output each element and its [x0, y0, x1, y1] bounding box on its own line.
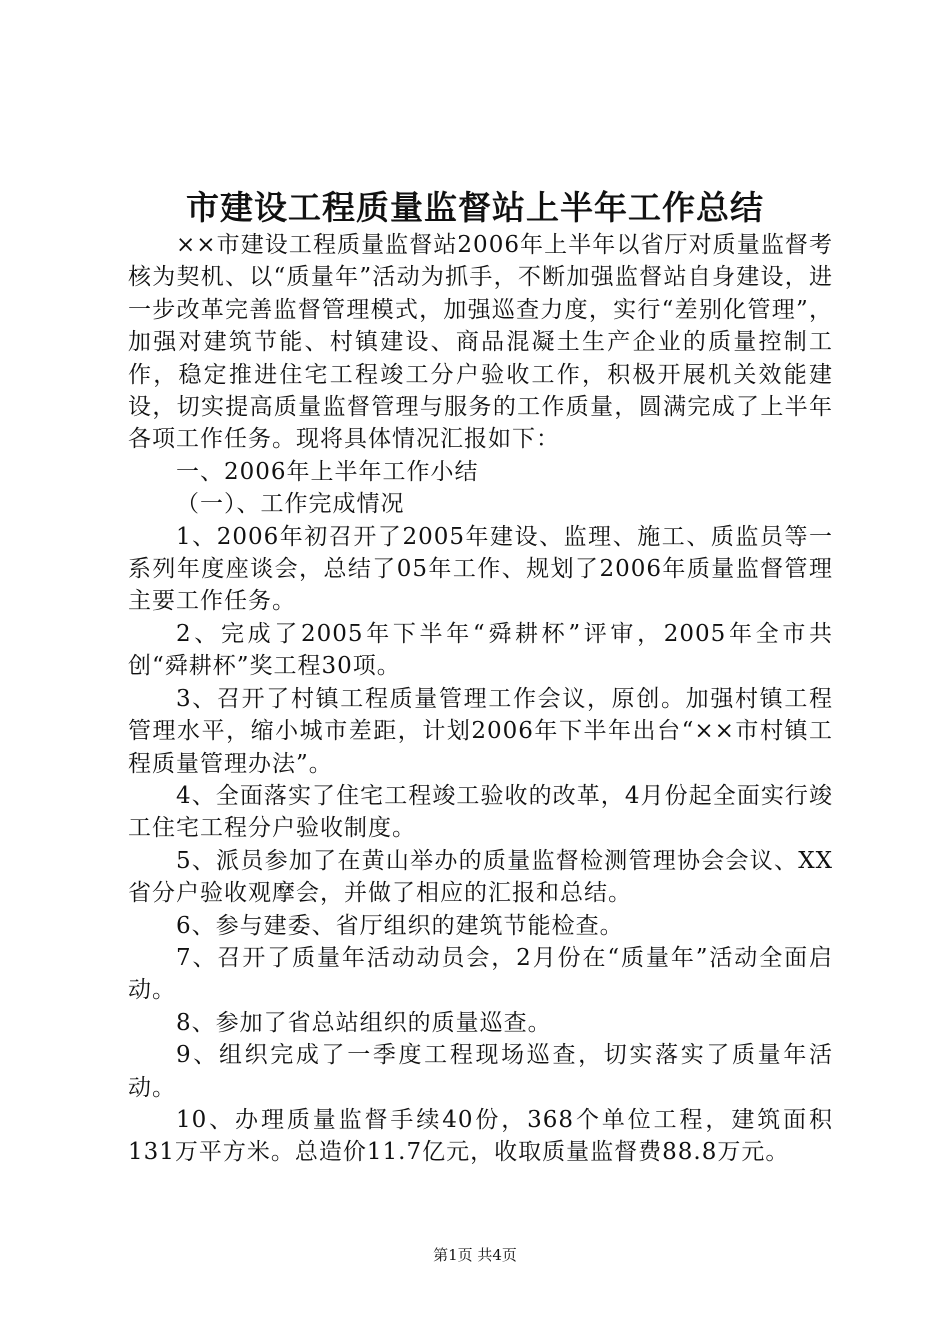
document-title: 市建设工程质量监督站上半年工作总结: [186, 188, 764, 227]
list-item: 9、组织完成了一季度工程现场巡查，切实落实了质量年活动。: [128, 1042, 833, 1101]
section-heading: 一、2006年上半年工作小结: [176, 458, 479, 485]
document-body: [128, 229, 833, 1169]
list-item: 3、召开了村镇工程质量管理工作会议，原创。加强村镇工程管理水平，缩小城市差距，计划2006年下半年出台“××市村镇工程质量管理办法”。: [128, 685, 833, 777]
list-item: 10、办理质量监督手续40份，368个单位工程，建筑面积131万平方米。总造价11.7亿元，收取质量监督费88.8万元。: [128, 1106, 833, 1166]
list-item: 1、2006年初召开了2005年建设、监理、施工、质监员等一系列年度座谈会，总结了05年工作、规划了2006年质量监督管理主要工作任务。: [128, 523, 833, 615]
list-item: 7、召开了质量年活动动员会，2月份在“质量年”活动全面启动。: [128, 944, 833, 1004]
list-item: 6、参与建委、省厅组织的建筑节能检查。: [176, 912, 624, 939]
list-item: 5、派员参加了在黄山举办的质量监督检测管理协会会议、XX省分户验收观摩会，并做了相应的汇报和总结。: [128, 847, 833, 907]
list-item: 2、完成了2005年下半年“舜耕杯”评审，2005年全市共创“舜耕杯”奖工程30项。: [128, 620, 833, 680]
subsection-heading: （一）、工作完成情况: [176, 491, 405, 518]
list-item: 4、全面落实了住宅工程竣工验收的改革，4月份起全面实行竣工住宅工程分户验收制度。: [128, 782, 833, 842]
intro-paragraph: ××市建设工程质量监督站2006年上半年以省厅对质量监督考核为契机、以“质量年”活动为抓手，不断加强监督站自身建设，进一步改革完善监督管理模式，加强巡查力度，实行“差别化管理”，加强对建筑节能、村镇建设、商品混凝土生产企业的质量控制工作，稳定推进住宅工程竣工分户验收工作，积极开展机关效能建设，切实提高质量监督管理与服务的工作质量，圆满完成了上半年各项工作任务。现将具体情况汇报如下：: [128, 232, 833, 453]
list-item: 8、参加了省总站组织的质量巡查。: [176, 1009, 552, 1036]
page-number-footer: 第1页 共4页: [433, 1246, 517, 1264]
